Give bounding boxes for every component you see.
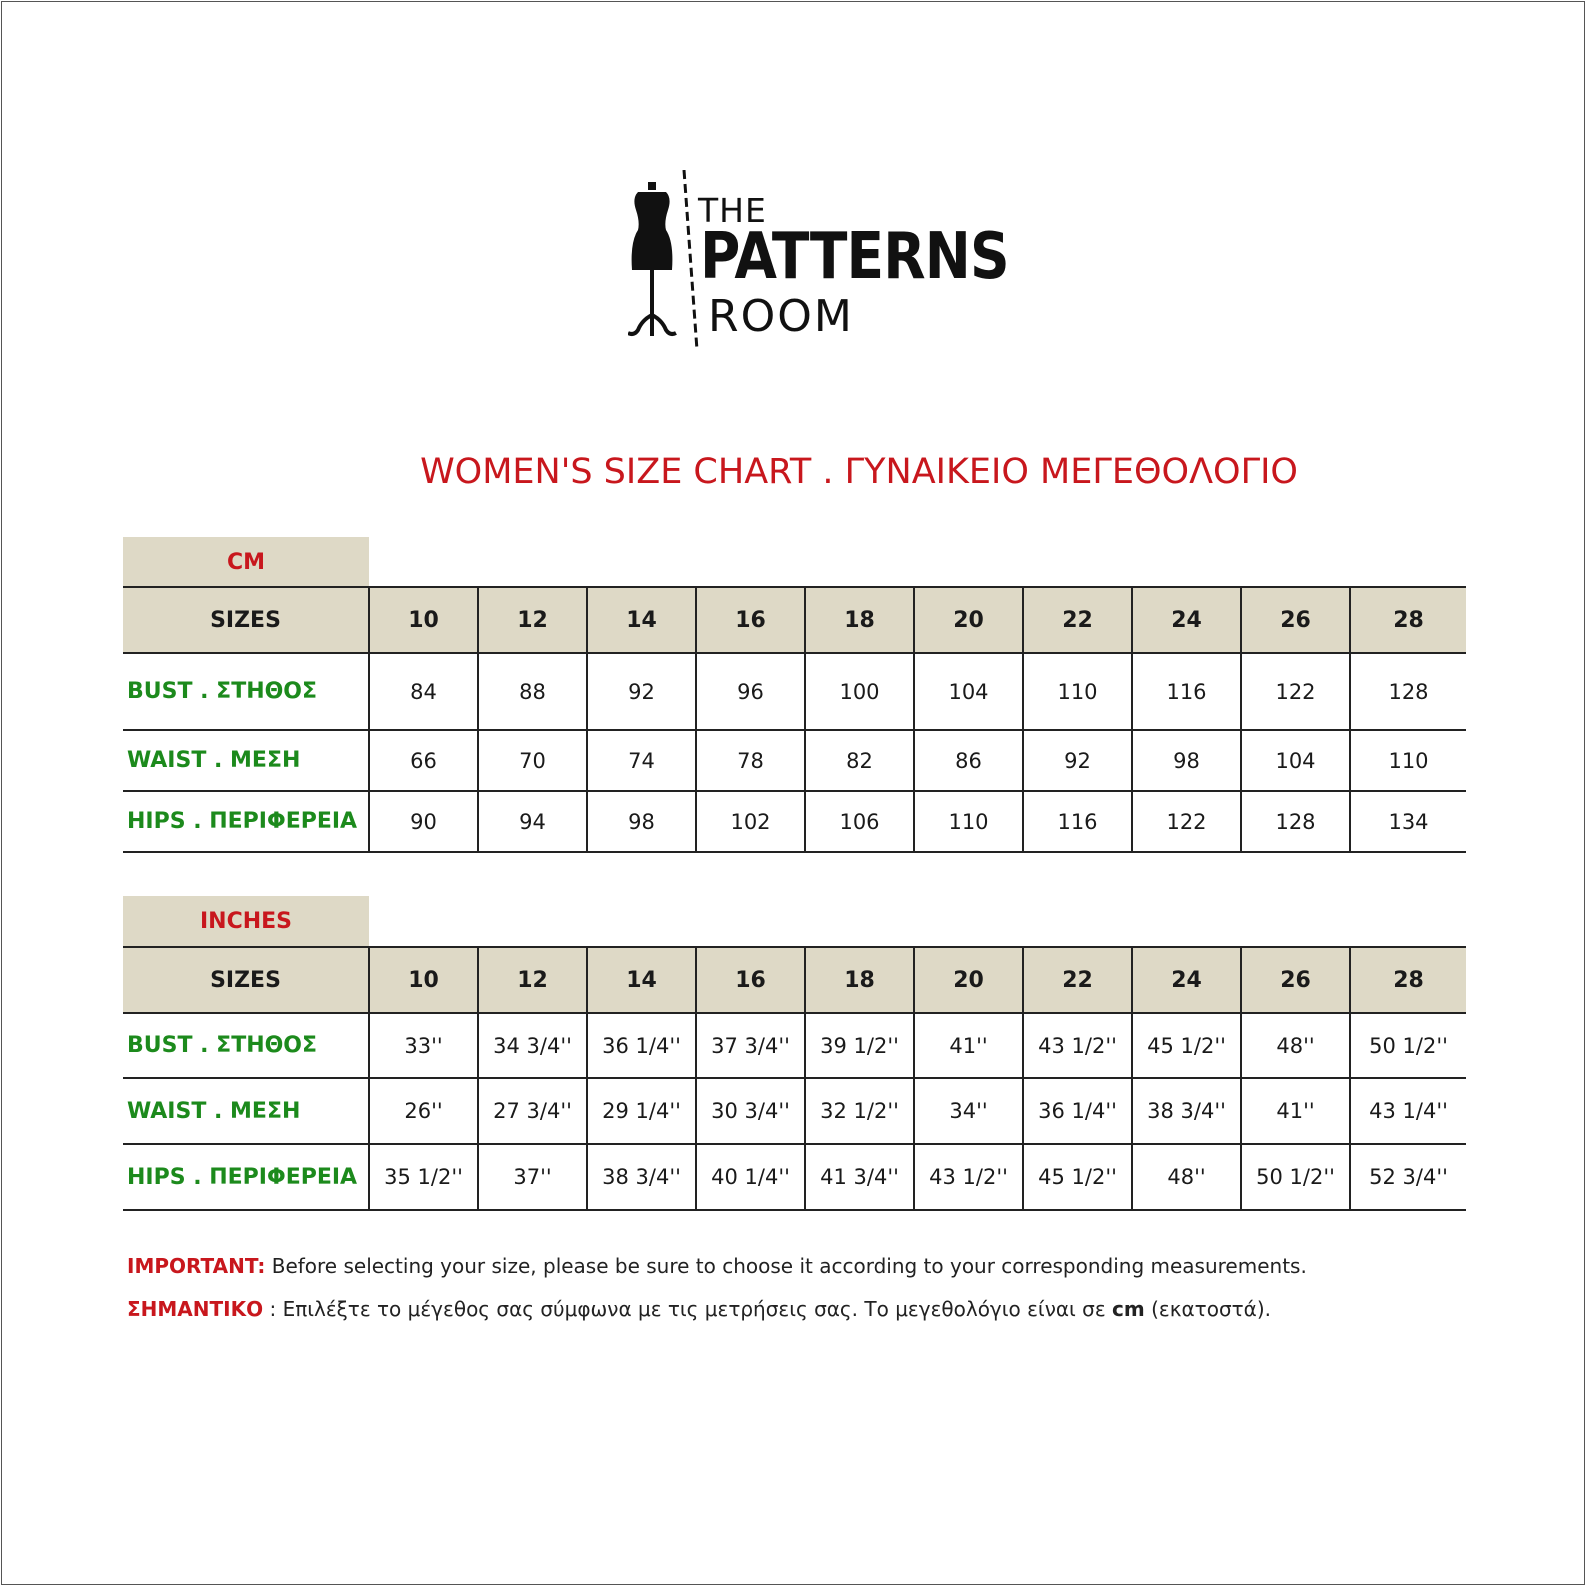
- table-cell: 94: [478, 791, 587, 852]
- table-cell: 82: [805, 730, 914, 791]
- table-cell: 33'': [369, 1013, 478, 1078]
- table-cell: 110: [1350, 730, 1466, 791]
- table-cell: 43 1/2'': [1023, 1013, 1132, 1078]
- table-cell: 110: [914, 791, 1023, 852]
- table-header-row: [123, 587, 1466, 653]
- table-cell: 86: [914, 730, 1023, 791]
- size-header: 14: [587, 947, 696, 1013]
- size-header: 22: [1023, 947, 1132, 1013]
- table-cell: 52 3/4'': [1350, 1144, 1466, 1210]
- table-cell: 110: [1023, 653, 1132, 730]
- size-header: 28: [1350, 947, 1466, 1013]
- table-cell: 78: [696, 730, 805, 791]
- table-cell: 134: [1350, 791, 1466, 852]
- table-cell: 104: [1241, 730, 1350, 791]
- table-cell: 102: [696, 791, 805, 852]
- table-cell: 128: [1350, 653, 1466, 730]
- table-row: [123, 791, 1466, 852]
- table-cell: 74: [587, 730, 696, 791]
- size-table-cm: [123, 586, 1466, 853]
- size-header: 24: [1132, 587, 1241, 653]
- table-cell: 122: [1132, 791, 1241, 852]
- table-cell: 27 3/4'': [478, 1078, 587, 1144]
- note-text-gr: : Επιλέξτε το μέγεθος σας σύμφωνα με τις μετρήσεις σας. Το μεγεθολόγιο είναι σε: [263, 1297, 1113, 1321]
- table-cell: 92: [587, 653, 696, 730]
- size-header: 10: [369, 587, 478, 653]
- unit-label-inches: INCHES: [123, 896, 369, 946]
- note-text-en: Before selecting your size, please be sure to choose it according to your corresponding measurements.: [265, 1254, 1307, 1278]
- table-cell: 100: [805, 653, 914, 730]
- table-cell: 41'': [914, 1013, 1023, 1078]
- table-cell: 34'': [914, 1078, 1023, 1144]
- table-cell: 66: [369, 730, 478, 791]
- note-important-en: [127, 1254, 1307, 1278]
- row-label: HIPS . ΠΕΡΙΦΕΡΕΙΑ: [123, 1144, 369, 1210]
- size-table-inches: [123, 946, 1466, 1211]
- size-header: 12: [478, 587, 587, 653]
- table-cell: 45 1/2'': [1132, 1013, 1241, 1078]
- logo-text-patterns: PATTERNS: [700, 220, 1009, 294]
- table-cell: 43 1/2'': [914, 1144, 1023, 1210]
- table-row: [123, 730, 1466, 791]
- logo-text-the: THE: [698, 191, 767, 230]
- logo-text-room: ROOM: [708, 291, 854, 342]
- note-label-gr: ΣΗΜΑΝΤΙΚΟ: [127, 1297, 264, 1321]
- size-header: 14: [587, 587, 696, 653]
- table-cell: 84: [369, 653, 478, 730]
- header-label: SIZES: [123, 587, 369, 653]
- row-label: WAIST . ΜΕΣΗ: [123, 730, 369, 791]
- table-cell: 98: [1132, 730, 1241, 791]
- size-header: 10: [369, 947, 478, 1013]
- table-cell: 30 3/4'': [696, 1078, 805, 1144]
- table-cell: 88: [478, 653, 587, 730]
- row-label: BUST . ΣΤΗΘΟΣ: [123, 653, 369, 730]
- note-label-en: IMPORTANT:: [127, 1254, 266, 1278]
- table-row: [123, 1144, 1466, 1210]
- table-cell: 98: [587, 791, 696, 852]
- table-cell: 35 1/2'': [369, 1144, 478, 1210]
- table-cell: 48'': [1132, 1144, 1241, 1210]
- table-cell: 34 3/4'': [478, 1013, 587, 1078]
- table-cell: 41'': [1241, 1078, 1350, 1144]
- size-header: 16: [696, 587, 805, 653]
- row-label: HIPS . ΠΕΡΙΦΕΡΕΙΑ: [123, 791, 369, 852]
- brand-logo: [628, 170, 1009, 355]
- table-cell: 37'': [478, 1144, 587, 1210]
- table-cell: 96: [696, 653, 805, 730]
- size-header: 12: [478, 947, 587, 1013]
- size-header: 18: [805, 947, 914, 1013]
- size-header: 26: [1241, 587, 1350, 653]
- table-cell: 41 3/4'': [805, 1144, 914, 1210]
- row-label: WAIST . ΜΕΣΗ: [123, 1078, 369, 1144]
- table-cell: 50 1/2'': [1350, 1013, 1466, 1078]
- table-cell: 40 1/4'': [696, 1144, 805, 1210]
- table-cell: 106: [805, 791, 914, 852]
- table-cell: 104: [914, 653, 1023, 730]
- table-cell: 32 1/2'': [805, 1078, 914, 1144]
- table-row: [123, 1078, 1466, 1144]
- dress-form-icon: [628, 170, 708, 355]
- table-cell: 36 1/4'': [1023, 1078, 1132, 1144]
- table-cell: 43 1/4'': [1350, 1078, 1466, 1144]
- table-cell: 122: [1241, 653, 1350, 730]
- table-cell: 38 3/4'': [1132, 1078, 1241, 1144]
- size-header: 20: [914, 947, 1023, 1013]
- table-cell: 37 3/4'': [696, 1013, 805, 1078]
- table-cell: 70: [478, 730, 587, 791]
- table-cell: 26'': [369, 1078, 478, 1144]
- table-cell: 116: [1023, 791, 1132, 852]
- size-header: 18: [805, 587, 914, 653]
- size-header: 24: [1132, 947, 1241, 1013]
- table-cell: 128: [1241, 791, 1350, 852]
- size-header: 20: [914, 587, 1023, 653]
- table-cell: 92: [1023, 730, 1132, 791]
- table-cell: 36 1/4'': [587, 1013, 696, 1078]
- table-cell: 45 1/2'': [1023, 1144, 1132, 1210]
- page-title: WOMEN'S SIZE CHART . ΓΥΝΑΙΚΕΙΟ ΜΕΓΕΘΟΛΟΓΙΟ: [420, 452, 1298, 492]
- table-cell: 38 3/4'': [587, 1144, 696, 1210]
- table-cell: 50 1/2'': [1241, 1144, 1350, 1210]
- size-header: 26: [1241, 947, 1350, 1013]
- note-text-gr-end: (εκατοστά).: [1144, 1297, 1272, 1321]
- unit-label-cm: CM: [123, 537, 369, 587]
- table-cell: 29 1/4'': [587, 1078, 696, 1144]
- size-header: 22: [1023, 587, 1132, 653]
- note-unit-cm: cm: [1112, 1297, 1145, 1321]
- table-row: [123, 653, 1466, 730]
- table-cell: 39 1/2'': [805, 1013, 914, 1078]
- table-cell: 48'': [1241, 1013, 1350, 1078]
- table-cell: 116: [1132, 653, 1241, 730]
- header-label: SIZES: [123, 947, 369, 1013]
- table-cell: 90: [369, 791, 478, 852]
- size-header: 16: [696, 947, 805, 1013]
- size-header: 28: [1350, 587, 1466, 653]
- note-important-gr: [127, 1297, 1271, 1321]
- table-row: [123, 1013, 1466, 1078]
- row-label: BUST . ΣΤΗΘΟΣ: [123, 1013, 369, 1078]
- table-header-row: [123, 947, 1466, 1013]
